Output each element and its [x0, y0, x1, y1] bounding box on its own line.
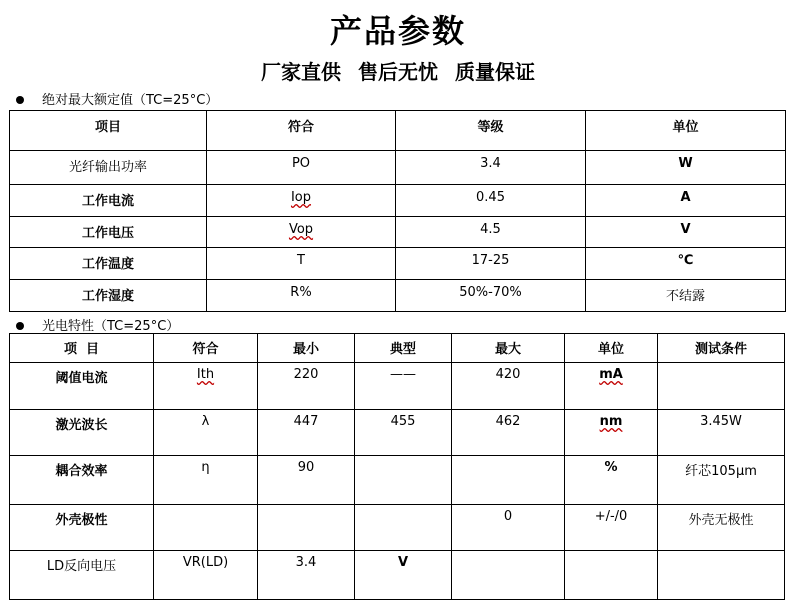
header-cell: 符合	[154, 334, 258, 363]
max-ratings-table	[9, 110, 786, 312]
table-cell	[452, 456, 565, 505]
table-cell: 0	[452, 505, 565, 551]
table-row	[10, 248, 786, 280]
header-cell: 最大	[452, 334, 565, 363]
table-cell: η	[154, 456, 258, 505]
table-cell: 工作温度	[10, 248, 207, 280]
table-cell: LD反向电压	[10, 551, 154, 600]
table-header-row	[10, 334, 785, 363]
table-cell	[658, 551, 785, 600]
table-cell: ——	[355, 363, 452, 410]
table-cell: 0.45	[396, 185, 586, 217]
table-cell: 455	[355, 410, 452, 456]
header-cell: 项 目	[10, 334, 154, 363]
table-cell: 激光波长	[10, 410, 154, 456]
page-title: 产品参数	[329, 12, 466, 50]
table-cell	[565, 551, 658, 600]
table-cell	[452, 551, 565, 600]
table-cell	[258, 505, 355, 551]
table-cell: 3.4	[258, 551, 355, 600]
optoelectronic-table	[9, 333, 785, 600]
table-row	[10, 185, 786, 217]
table-cell: 90	[258, 456, 355, 505]
table-cell: 17-25	[396, 248, 586, 280]
table-cell: 工作电压	[10, 217, 207, 248]
table-cell: ℃	[586, 248, 786, 280]
table-cell	[154, 505, 258, 551]
table-cell: 220	[258, 363, 355, 410]
header-cell: 单位	[586, 111, 786, 151]
header-cell: 等级	[396, 111, 586, 151]
table-row	[10, 551, 785, 600]
table-cell-text: Ith	[196, 367, 215, 382]
table-cell: W	[586, 151, 786, 185]
table-cell-text: nm	[599, 414, 623, 429]
table-cell	[565, 410, 658, 456]
table-row	[10, 151, 786, 185]
table-cell: 447	[258, 410, 355, 456]
table-cell	[207, 217, 396, 248]
table-cell: R%	[207, 280, 396, 312]
table-cell: λ	[154, 410, 258, 456]
header-cell: 测试条件	[658, 334, 785, 363]
section-heading-max-ratings	[16, 89, 218, 108]
table-cell: V	[586, 217, 786, 248]
table-cell: 3.45W	[658, 410, 785, 456]
table-cell: A	[586, 185, 786, 217]
table-row	[10, 505, 785, 551]
section-heading-optoelectronic	[16, 315, 179, 334]
table-cell: PO	[207, 151, 396, 185]
table-cell: 不结露	[586, 280, 786, 312]
header-cell: 典型	[355, 334, 452, 363]
table-cell	[355, 505, 452, 551]
table-row	[10, 217, 786, 248]
header-cell: 最小	[258, 334, 355, 363]
table-cell: 外壳无极性	[658, 505, 785, 551]
table-header-row	[10, 111, 786, 151]
header-cell: 单位	[565, 334, 658, 363]
header-cell: 符合	[207, 111, 396, 151]
table-cell: 50%-70%	[396, 280, 586, 312]
table-row	[10, 363, 785, 410]
table-cell: T	[207, 248, 396, 280]
table-cell: 3.4	[396, 151, 586, 185]
table-cell: +/-/0	[565, 505, 658, 551]
table-cell: 工作湿度	[10, 280, 207, 312]
table-cell: 耦合效率	[10, 456, 154, 505]
table-cell	[355, 456, 452, 505]
table-row	[10, 280, 786, 312]
table-cell-text: Iop	[290, 190, 312, 205]
section-heading-text: 绝对最大额定值（TC=25°C）	[42, 93, 219, 108]
table-row	[10, 410, 785, 456]
section-heading-text: 光电特性（TC=25°C）	[42, 319, 180, 334]
table-cell: 光纤输出功率	[10, 151, 207, 185]
table-cell-text: mA	[599, 367, 623, 382]
bullet-icon	[16, 322, 24, 330]
table-cell	[565, 363, 658, 410]
table-cell: 462	[452, 410, 565, 456]
table-cell-text: Vop	[288, 222, 314, 237]
table-cell: 外壳极性	[10, 505, 154, 551]
table-cell: VR(LD)	[154, 551, 258, 600]
table-cell: V	[355, 551, 452, 600]
table-cell	[207, 185, 396, 217]
table-row	[10, 456, 785, 505]
table-cell: 420	[452, 363, 565, 410]
table-cell: 阈值电流	[10, 363, 154, 410]
table-cell	[658, 363, 785, 410]
table-cell: 4.5	[396, 217, 586, 248]
table-cell: %	[565, 456, 658, 505]
header-cell: 项目	[10, 111, 207, 151]
page-subtitle: 厂家直供 售后无忧 质量保证	[261, 60, 535, 84]
table-cell	[154, 363, 258, 410]
table-cell: 纤芯105μm	[658, 456, 785, 505]
bullet-icon	[16, 96, 24, 104]
table-cell: 工作电流	[10, 185, 207, 217]
